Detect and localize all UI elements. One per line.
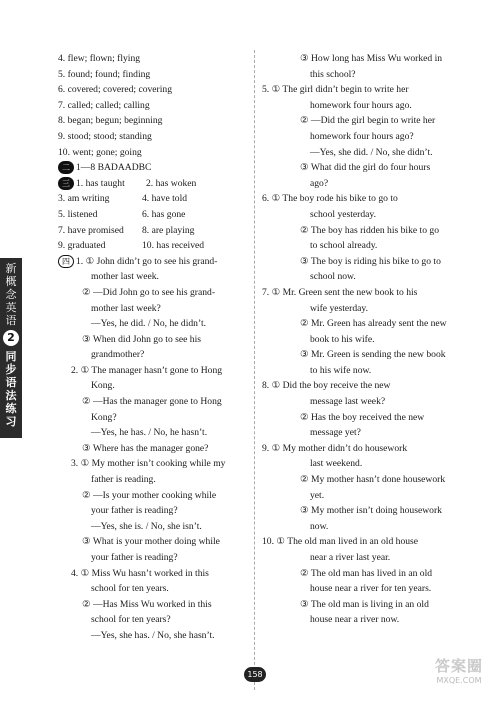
sec4-line: school for ten years?: [91, 614, 171, 626]
right-line: book to his wife.: [310, 333, 375, 345]
right-line: 9. ① My mother didn’t do housework: [262, 442, 408, 454]
right-line: ③ Mr. Green is sending the new book: [300, 349, 446, 361]
sec4-line: ③ When did John go to see his: [82, 333, 202, 345]
sec4-line: Kong?: [91, 411, 117, 423]
sec3-cell: 7. have promised: [58, 224, 124, 236]
section-3-badge: 三: [58, 177, 74, 190]
right-line: house near a river now.: [310, 614, 400, 626]
right-column: [262, 51, 462, 628]
right-line: message last week?: [310, 396, 386, 408]
right-line: near a river last year.: [310, 552, 391, 563]
right-line: ③ The old man is living in an old: [300, 598, 429, 610]
section-2-badge: 二: [58, 161, 74, 174]
right-line: ③ How long has Miss Wu worked in: [300, 53, 443, 64]
right-line: 8. ① Did the boy receive the new: [262, 380, 391, 392]
sec4-line: Kong.: [91, 380, 115, 392]
right-line: wife yesterday.: [310, 302, 368, 314]
watermark-logo: [420, 655, 498, 685]
right-line: to his wife now.: [310, 364, 372, 376]
section-4-first: [58, 254, 248, 270]
right-line: ③ What did the girl do four hours: [300, 162, 431, 174]
answer-line: 6. covered; covered; covering: [58, 84, 173, 96]
right-line: school now.: [310, 271, 356, 283]
answer-line: 9. stood; stood; standing: [58, 130, 152, 142]
right-line: message yet?: [310, 427, 361, 439]
right-line: school yesterday.: [310, 208, 376, 220]
section-2-answers: 1—8 BADAADBC: [76, 162, 152, 174]
answer-line: 7. called; called; calling: [58, 99, 150, 111]
sec4-line: —Yes, she has. / No, she hasn’t.: [91, 629, 215, 641]
right-line: ② My mother hasn’t done housework: [300, 474, 446, 486]
right-line: ③ The boy is riding his bike to go to: [300, 255, 441, 267]
series-sidebar: [0, 258, 22, 438]
sec4-line: —Yes, he has. / No, he hasn’t.: [91, 427, 208, 439]
right-line: ② —Did the girl begin to write her: [300, 115, 436, 127]
sec4-line: grandmother?: [91, 349, 145, 361]
right-line: 6. ① The boy rode his bike to go to: [262, 193, 398, 205]
sec3-cell: 4. have told: [142, 193, 188, 205]
sec4-line: your father is reading?: [91, 505, 178, 517]
right-line: ② Has the boy received the new: [300, 411, 425, 423]
sec4-line: 4. ① Miss Wu hasn’t worked in this: [71, 567, 209, 579]
right-line: homework four hours ago.: [310, 99, 412, 111]
sec4-line: 3. ① My mother isn’t cooking while my: [71, 458, 226, 470]
answer-line: 10. went; gone; going: [58, 146, 142, 158]
watermark-big: 答案圈: [434, 657, 483, 675]
sec3-r0-c1: 2. has woken: [146, 177, 197, 189]
sec3-cell: 8. are playing: [142, 224, 195, 236]
sec4-line: ③ What is your mother doing while: [82, 536, 220, 548]
answer-line: 4. flew; flown; flying: [58, 53, 141, 64]
right-line: ② The old man has lived in an old: [300, 567, 433, 579]
sec3-cell: 9. graduated: [58, 240, 106, 252]
sec3-cell: 10. has received: [142, 240, 205, 252]
section-4-badge: 四: [58, 255, 74, 268]
series-title: 新概念英语: [5, 262, 17, 327]
sec4-line: your father is reading?: [91, 552, 178, 563]
sec4-line: ③ Where has the manager gone?: [82, 442, 209, 454]
right-line: 10. ① The old man lived in an old house: [262, 536, 419, 548]
right-line: last weekend.: [310, 458, 363, 470]
sec4-line: ② —Did John go to see his grand-: [82, 286, 216, 298]
left-column: [58, 51, 248, 644]
sec3-cell: 5. listened: [58, 208, 98, 220]
right-line: 7. ① Mr. Green sent the new book to his: [262, 286, 418, 298]
sec4-line: mother last week?: [91, 302, 161, 314]
sec3-cell: 6. has gone: [142, 208, 186, 220]
right-line: —Yes, she did. / No, she didn’t.: [310, 146, 433, 158]
watermark-small: MXQE.COM: [436, 676, 482, 685]
sec4-line: ② —Has Miss Wu worked in this: [82, 598, 212, 610]
right-line: yet.: [310, 489, 325, 501]
sec4-line: —Yes, she is. / No, she isn’t.: [91, 520, 202, 532]
column-divider: [254, 50, 255, 690]
sec4-line: father is reading.: [91, 474, 156, 486]
right-line: ② The boy has ridden his bike to go: [300, 224, 439, 236]
right-line: this school?: [310, 68, 356, 80]
volume-number: 2: [3, 330, 19, 346]
sec4-line: mother last week.: [91, 271, 159, 283]
series-subtitle: 同步语法练习: [5, 350, 17, 428]
right-line: ② Mr. Green has already sent the new: [300, 318, 447, 330]
right-line: now.: [310, 520, 329, 532]
sec3-row: [58, 191, 248, 207]
sec4-line: ② —Has the manager gone to Hong: [82, 396, 222, 408]
right-line: house near a river for ten years.: [310, 583, 432, 595]
sec3-row: [58, 238, 248, 254]
right-line: ③ My mother isn’t doing housework: [300, 505, 442, 517]
sec3-cell: 3. am writing: [58, 193, 110, 205]
sec3-row: [58, 223, 248, 239]
sec4-line: —Yes, he did. / No, he didn’t.: [91, 318, 207, 330]
sec3-row: [58, 207, 248, 223]
sec4-line: school for ten years.: [91, 583, 169, 595]
sec3-r0-c0: 1. has taught: [76, 177, 125, 189]
right-line: 5. ① The girl didn’t begin to write her: [262, 84, 409, 96]
section-3-heading: [58, 176, 248, 192]
sec4-line-0: 1. ① John didn’t go to see his grand-: [76, 255, 218, 267]
sec4-line: 2. ① The manager hasn’t gone to Hong: [71, 364, 223, 376]
right-line: homework four hours ago?: [310, 130, 414, 142]
sec4-line: ② —Is your mother cooking while: [82, 489, 217, 501]
page-number: 158: [244, 667, 266, 682]
answer-line: 8. began; begun; beginning: [58, 115, 163, 127]
right-line: to school already.: [310, 240, 378, 252]
answer-line: 5. found; found; finding: [58, 68, 151, 80]
section-2: [58, 160, 248, 176]
right-line: ago?: [310, 177, 329, 189]
